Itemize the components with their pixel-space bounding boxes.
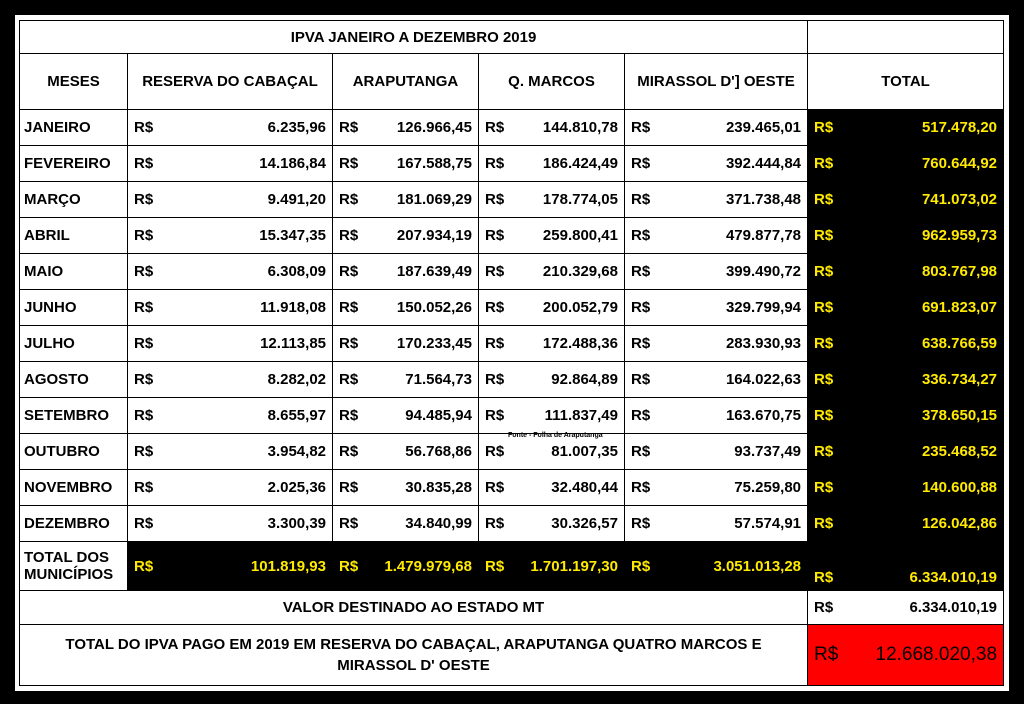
cell-value: 12.113,85 xyxy=(260,335,326,352)
ipva-table xyxy=(19,20,1004,686)
value-cell xyxy=(625,254,808,290)
totals-value: 101.819,93 xyxy=(250,557,326,575)
currency-symbol: R$ xyxy=(485,299,505,316)
totals-label-line1: TOTAL DOS xyxy=(24,549,110,566)
value-cell xyxy=(625,506,808,542)
table-row xyxy=(20,470,1004,506)
currency-symbol: R$ xyxy=(485,335,505,352)
totals-cell xyxy=(625,542,808,591)
cell-value: 186.424,49 xyxy=(542,155,618,172)
month-total-value: 517.478,20 xyxy=(921,119,998,136)
cell-value: 94.485,94 xyxy=(405,407,472,424)
currency-symbol: R$ xyxy=(814,263,834,280)
currency-symbol: R$ xyxy=(134,479,154,496)
cell-value: 163.670,75 xyxy=(725,407,802,424)
cell-value: 3.300,39 xyxy=(267,515,326,532)
currency-symbol: R$ xyxy=(631,227,651,244)
cell-value: 71.564,73 xyxy=(405,371,472,388)
value-cell xyxy=(333,326,479,362)
month-total-cell xyxy=(808,182,1004,218)
currency-symbol: R$ xyxy=(485,119,505,136)
month-total-value: 803.767,98 xyxy=(921,263,998,280)
month-total-cell xyxy=(808,326,1004,362)
value-cell xyxy=(128,182,333,218)
totals-cell xyxy=(479,542,625,591)
value-cell xyxy=(479,398,625,434)
currency-symbol: R$ xyxy=(814,335,834,352)
value-cell xyxy=(128,362,333,398)
month-label: AGOSTO xyxy=(20,362,128,398)
value-cell xyxy=(333,434,479,470)
cell-value: 172.488,36 xyxy=(542,335,618,352)
state-value-cell xyxy=(808,591,1004,625)
cell-value: 181.069,29 xyxy=(396,191,472,208)
month-total-cell xyxy=(808,362,1004,398)
currency-symbol: R$ xyxy=(631,155,651,172)
currency-symbol: R$ xyxy=(339,119,359,136)
value-cell xyxy=(333,146,479,182)
month-total-cell xyxy=(808,146,1004,182)
value-cell xyxy=(625,218,808,254)
value-cell xyxy=(333,290,479,326)
currency-symbol: R$ xyxy=(134,557,154,575)
totals-value: 1.701.197,30 xyxy=(530,557,618,575)
value-cell xyxy=(333,182,479,218)
column-header: MIRASSOL D'] OESTE xyxy=(625,54,808,110)
month-label: ABRIL xyxy=(20,218,128,254)
currency-symbol: R$ xyxy=(631,335,651,352)
currency-symbol: R$ xyxy=(814,443,834,460)
title-blank-cell xyxy=(808,21,1004,54)
totals-cell xyxy=(128,542,333,591)
cell-value: 11.918,08 xyxy=(260,299,326,316)
currency-symbol: R$ xyxy=(339,155,359,172)
currency-symbol: R$ xyxy=(814,569,834,586)
cell-value: 479.877,78 xyxy=(725,227,802,244)
cell-value: 6.235,96 xyxy=(267,119,326,136)
currency-symbol: R$ xyxy=(485,371,505,388)
value-cell xyxy=(479,326,625,362)
month-label: MARÇO xyxy=(20,182,128,218)
currency-symbol: R$ xyxy=(631,515,651,532)
currency-symbol: R$ xyxy=(631,407,651,424)
cell-value: 30.835,28 xyxy=(405,479,472,496)
currency-symbol: R$ xyxy=(339,335,359,352)
final-label xyxy=(20,625,808,686)
currency-symbol: R$ xyxy=(134,515,154,532)
month-total-cell xyxy=(808,290,1004,326)
totals-row xyxy=(20,542,1004,591)
source-watermark: Fonte - Folha de Araputanga xyxy=(508,432,603,439)
month-total-cell xyxy=(808,110,1004,146)
value-cell xyxy=(333,470,479,506)
value-cell xyxy=(625,398,808,434)
value-cell xyxy=(625,290,808,326)
currency-symbol: R$ xyxy=(485,191,505,208)
table-title: IPVA JANEIRO A DEZEMBRO 2019 xyxy=(20,21,808,54)
final-value-cell xyxy=(808,625,1004,686)
value-cell xyxy=(333,398,479,434)
currency-symbol: R$ xyxy=(339,263,359,280)
currency-symbol: R$ xyxy=(814,371,834,388)
value-cell xyxy=(333,254,479,290)
currency-symbol: R$ xyxy=(631,371,651,388)
value-cell xyxy=(479,362,625,398)
value-cell xyxy=(333,218,479,254)
cell-value: 30.326,57 xyxy=(551,515,618,532)
currency-symbol: R$ xyxy=(485,557,505,575)
month-total-value: 741.073,02 xyxy=(921,191,998,208)
currency-symbol: R$ xyxy=(814,155,834,172)
cell-value: 8.282,02 xyxy=(267,371,326,388)
month-label: SETEMBRO xyxy=(20,398,128,434)
table-row xyxy=(20,110,1004,146)
value-cell xyxy=(625,146,808,182)
value-cell xyxy=(333,362,479,398)
value-cell xyxy=(625,326,808,362)
value-cell xyxy=(479,218,625,254)
table-row xyxy=(20,146,1004,182)
cell-value: 329.799,94 xyxy=(725,299,802,316)
table-row xyxy=(20,398,1004,434)
cell-value: 239.465,01 xyxy=(725,119,802,136)
cell-value: 210.329,68 xyxy=(542,263,618,280)
cell-value: 200.052,79 xyxy=(542,299,618,316)
currency-symbol: R$ xyxy=(814,119,834,136)
totals-label xyxy=(20,542,128,591)
cell-value: 371.738,48 xyxy=(725,191,802,208)
currency-symbol: R$ xyxy=(134,227,154,244)
value-cell xyxy=(479,146,625,182)
value-cell xyxy=(333,506,479,542)
value-cell xyxy=(128,470,333,506)
month-label: JANEIRO xyxy=(20,110,128,146)
month-label: FEVEREIRO xyxy=(20,146,128,182)
month-total-value: 962.959,73 xyxy=(921,227,998,244)
totals-value: 3.051.013,28 xyxy=(713,557,802,575)
cell-value: 15.347,35 xyxy=(259,227,326,244)
column-header: MESES xyxy=(20,54,128,110)
value-cell xyxy=(128,506,333,542)
currency-symbol: R$ xyxy=(339,227,359,244)
currency-symbol: R$ xyxy=(631,479,651,496)
month-total-cell xyxy=(808,398,1004,434)
state-label: VALOR DESTINADO AO ESTADO MT xyxy=(20,591,808,625)
value-cell xyxy=(479,506,625,542)
value-cell xyxy=(128,290,333,326)
cell-value: 93.737,49 xyxy=(734,443,802,460)
currency-symbol: R$ xyxy=(814,407,834,424)
cell-value: 6.308,09 xyxy=(267,263,326,280)
currency-symbol: R$ xyxy=(814,599,834,616)
state-value: 6.334.010,19 xyxy=(909,599,998,616)
cell-value: 92.864,89 xyxy=(551,371,618,388)
cell-value: 207.934,19 xyxy=(396,227,472,244)
value-cell xyxy=(625,182,808,218)
cell-value: 75.259,80 xyxy=(734,479,802,496)
currency-symbol: R$ xyxy=(485,263,505,280)
table-row xyxy=(20,362,1004,398)
cell-value: 34.840,99 xyxy=(405,515,472,532)
currency-symbol: R$ xyxy=(485,515,505,532)
cell-value: 178.774,05 xyxy=(542,191,618,208)
cell-value: 259.800,41 xyxy=(542,227,618,244)
table-row xyxy=(20,182,1004,218)
value-cell xyxy=(625,470,808,506)
currency-symbol: R$ xyxy=(631,443,651,460)
cell-value: 3.954,82 xyxy=(267,443,326,460)
spreadsheet-sheet xyxy=(15,15,1009,691)
currency-symbol: R$ xyxy=(485,155,505,172)
state-row xyxy=(20,591,1004,625)
currency-symbol: R$ xyxy=(631,299,651,316)
cell-value: 392.444,84 xyxy=(725,155,802,172)
currency-symbol: R$ xyxy=(485,479,505,496)
month-total-cell xyxy=(808,254,1004,290)
currency-symbol: R$ xyxy=(631,263,651,280)
cell-value: 9.491,20 xyxy=(267,191,326,208)
currency-symbol: R$ xyxy=(134,263,154,280)
cell-value: 126.966,45 xyxy=(396,119,472,136)
value-cell xyxy=(128,110,333,146)
currency-symbol: R$ xyxy=(134,443,154,460)
month-label: NOVEMBRO xyxy=(20,470,128,506)
currency-symbol: R$ xyxy=(134,299,154,316)
currency-symbol: R$ xyxy=(134,335,154,352)
cell-value: 167.588,75 xyxy=(396,155,472,172)
cell-value: 144.810,78 xyxy=(542,119,618,136)
grand-municipal-total-cell xyxy=(808,542,1004,591)
currency-symbol: R$ xyxy=(814,227,834,244)
cell-value: 57.574,91 xyxy=(734,515,802,532)
cell-value: 164.022,63 xyxy=(725,371,802,388)
value-cell xyxy=(479,470,625,506)
cell-value: 56.768,86 xyxy=(405,443,472,460)
month-total-value: 378.650,15 xyxy=(921,407,998,424)
month-total-value: 638.766,59 xyxy=(921,335,998,352)
month-total-value: 691.823,07 xyxy=(921,299,998,316)
month-total-value: 140.600,88 xyxy=(921,479,998,496)
totals-value: 1.479.979,68 xyxy=(384,557,472,575)
grand-municipal-total: 6.334.010,19 xyxy=(909,569,998,586)
currency-symbol: R$ xyxy=(485,407,505,424)
cell-value: 150.052,26 xyxy=(396,299,472,316)
cell-value: 2.025,36 xyxy=(267,479,326,496)
value-cell xyxy=(479,110,625,146)
currency-symbol: R$ xyxy=(339,299,359,316)
column-header: RESERVA DO CABAÇAL xyxy=(128,54,333,110)
cell-value: 111.837,49 xyxy=(544,407,618,424)
final-label-line2: MIRASSOL D' OESTE xyxy=(337,657,490,674)
value-cell xyxy=(128,146,333,182)
currency-symbol: R$ xyxy=(339,557,359,575)
table-row xyxy=(20,290,1004,326)
month-label: JUNHO xyxy=(20,290,128,326)
cell-value: 8.655,97 xyxy=(267,407,326,424)
totals-label-line2: MUNICÍPIOS xyxy=(24,566,114,583)
currency-symbol: R$ xyxy=(339,371,359,388)
table-row xyxy=(20,218,1004,254)
cell-value: 399.490,72 xyxy=(725,263,802,280)
currency-symbol: R$ xyxy=(631,119,651,136)
value-cell xyxy=(479,254,625,290)
value-cell xyxy=(128,326,333,362)
month-total-cell xyxy=(808,434,1004,470)
currency-symbol: R$ xyxy=(814,515,834,532)
month-label: OUTUBRO xyxy=(20,434,128,470)
final-value: 12.668.020,38 xyxy=(875,644,998,665)
value-cell xyxy=(128,398,333,434)
value-cell xyxy=(128,218,333,254)
value-cell xyxy=(625,434,808,470)
currency-symbol: R$ xyxy=(339,191,359,208)
value-cell xyxy=(479,182,625,218)
table-row xyxy=(20,326,1004,362)
currency-symbol: R$ xyxy=(339,479,359,496)
currency-symbol: R$ xyxy=(814,299,834,316)
cell-value: 187.639,49 xyxy=(396,263,472,280)
column-header: Q. MARCOS xyxy=(479,54,625,110)
final-row xyxy=(20,625,1004,686)
value-cell xyxy=(625,362,808,398)
month-total-value: 336.734,27 xyxy=(921,371,998,388)
cell-value: 81.007,35 xyxy=(551,443,618,460)
month-total-value: 760.644,92 xyxy=(921,155,998,172)
month-total-cell xyxy=(808,470,1004,506)
cell-value: 283.930,93 xyxy=(725,335,802,352)
month-total-cell xyxy=(808,506,1004,542)
currency-symbol: R$ xyxy=(814,644,839,665)
column-header: ARAPUTANGA xyxy=(333,54,479,110)
table-row xyxy=(20,254,1004,290)
currency-symbol: R$ xyxy=(814,191,834,208)
month-total-value: 235.468,52 xyxy=(921,443,998,460)
value-cell xyxy=(479,290,625,326)
currency-symbol: R$ xyxy=(134,407,154,424)
totals-cell xyxy=(333,542,479,591)
value-cell xyxy=(625,110,808,146)
currency-symbol: R$ xyxy=(631,557,651,575)
final-label-line1: TOTAL DO IPVA PAGO EM 2019 EM RESERVA DO CABAÇAL, ARAPUTANGA QUATRO MARCOS E xyxy=(65,636,762,653)
currency-symbol: R$ xyxy=(134,119,154,136)
currency-symbol: R$ xyxy=(339,443,359,460)
currency-symbol: R$ xyxy=(485,443,505,460)
currency-symbol: R$ xyxy=(134,371,154,388)
value-cell xyxy=(128,434,333,470)
table-row xyxy=(20,506,1004,542)
header-row xyxy=(20,54,1004,110)
currency-symbol: R$ xyxy=(485,227,505,244)
title-row xyxy=(20,21,1004,54)
currency-symbol: R$ xyxy=(134,155,154,172)
month-label: JULHO xyxy=(20,326,128,362)
month-label: DEZEMBRO xyxy=(20,506,128,542)
column-header: TOTAL xyxy=(808,54,1004,110)
currency-symbol: R$ xyxy=(339,515,359,532)
month-total-cell xyxy=(808,218,1004,254)
value-cell xyxy=(128,254,333,290)
currency-symbol: R$ xyxy=(134,191,154,208)
currency-symbol: R$ xyxy=(631,191,651,208)
cell-value: 170.233,45 xyxy=(396,335,472,352)
currency-symbol: R$ xyxy=(814,479,834,496)
cell-value: 14.186,84 xyxy=(259,155,326,172)
month-label: MAIO xyxy=(20,254,128,290)
cell-value: 32.480,44 xyxy=(551,479,618,496)
currency-symbol: R$ xyxy=(339,407,359,424)
value-cell xyxy=(333,110,479,146)
month-total-value: 126.042,86 xyxy=(921,515,998,532)
